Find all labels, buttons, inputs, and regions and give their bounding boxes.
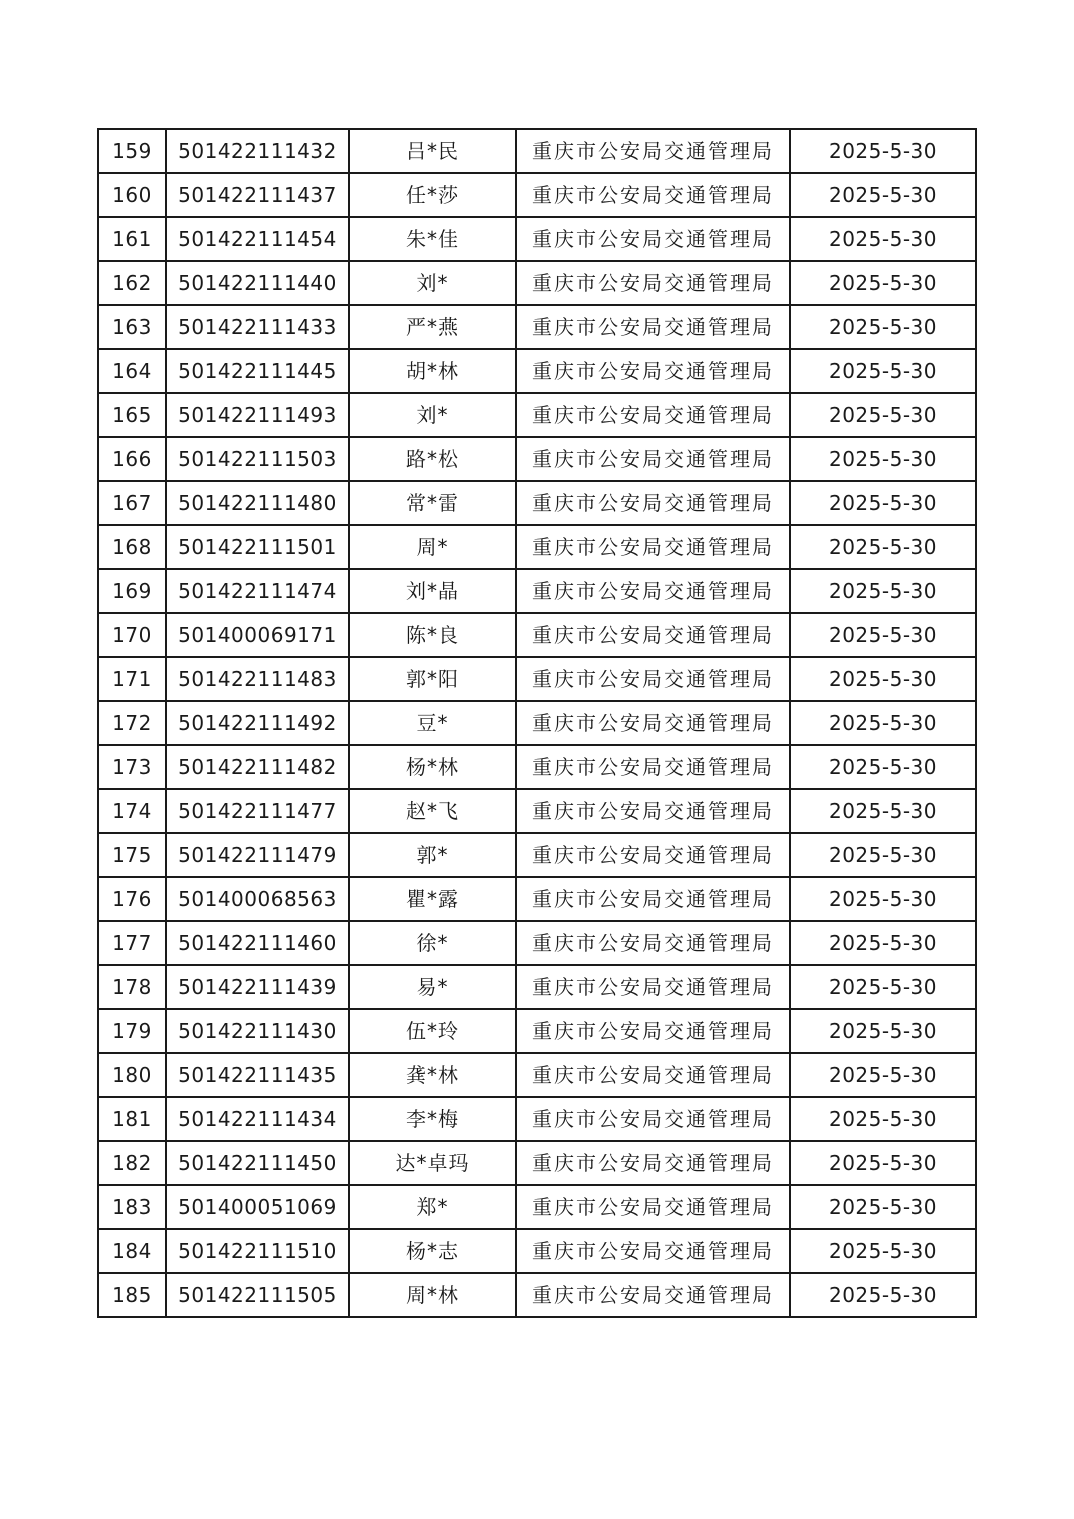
issuing-authority-cell: 重庆市公安局交通管理局 xyxy=(516,745,790,789)
issuing-authority-cell: 重庆市公安局交通管理局 xyxy=(516,1185,790,1229)
person-name-cell: 瞿*露 xyxy=(349,877,516,921)
issuing-authority-cell: 重庆市公安局交通管理局 xyxy=(516,1229,790,1273)
table-row xyxy=(98,745,976,789)
person-name-cell: 刘* xyxy=(349,261,516,305)
certificate-number-cell: 501422111482 xyxy=(166,745,349,789)
person-name-cell: 刘*晶 xyxy=(349,569,516,613)
row-number-cell: 185 xyxy=(98,1273,166,1317)
row-number-cell: 166 xyxy=(98,437,166,481)
certificate-number-cell: 501422111501 xyxy=(166,525,349,569)
certificate-number-cell: 501422111434 xyxy=(166,1097,349,1141)
table-row xyxy=(98,1009,976,1053)
row-number-cell: 161 xyxy=(98,217,166,261)
issuing-authority-cell: 重庆市公安局交通管理局 xyxy=(516,613,790,657)
table-row xyxy=(98,1097,976,1141)
row-number-cell: 165 xyxy=(98,393,166,437)
person-name-cell: 杨*林 xyxy=(349,745,516,789)
person-name-cell: 易* xyxy=(349,965,516,1009)
person-name-cell: 周* xyxy=(349,525,516,569)
table-row xyxy=(98,657,976,701)
issuing-authority-cell: 重庆市公安局交通管理局 xyxy=(516,1009,790,1053)
table-row xyxy=(98,437,976,481)
person-name-cell: 胡*林 xyxy=(349,349,516,393)
person-name-cell: 郑* xyxy=(349,1185,516,1229)
table-row xyxy=(98,393,976,437)
certificate-number-cell: 501400069171 xyxy=(166,613,349,657)
table-row xyxy=(98,1141,976,1185)
person-name-cell: 达*卓玛 xyxy=(349,1141,516,1185)
person-name-cell: 朱*佳 xyxy=(349,217,516,261)
issue-date-cell: 2025-5-30 xyxy=(790,1185,976,1229)
person-name-cell: 周*林 xyxy=(349,1273,516,1317)
certificate-number-cell: 501422111433 xyxy=(166,305,349,349)
issue-date-cell: 2025-5-30 xyxy=(790,613,976,657)
issue-date-cell: 2025-5-30 xyxy=(790,877,976,921)
records-table-body xyxy=(98,129,976,1317)
row-number-cell: 180 xyxy=(98,1053,166,1097)
table-row xyxy=(98,1185,976,1229)
table-row xyxy=(98,965,976,1009)
issue-date-cell: 2025-5-30 xyxy=(790,393,976,437)
issuing-authority-cell: 重庆市公安局交通管理局 xyxy=(516,217,790,261)
row-number-cell: 163 xyxy=(98,305,166,349)
row-number-cell: 176 xyxy=(98,877,166,921)
issue-date-cell: 2025-5-30 xyxy=(790,261,976,305)
table-row xyxy=(98,217,976,261)
issuing-authority-cell: 重庆市公安局交通管理局 xyxy=(516,481,790,525)
row-number-cell: 173 xyxy=(98,745,166,789)
issuing-authority-cell: 重庆市公安局交通管理局 xyxy=(516,261,790,305)
row-number-cell: 178 xyxy=(98,965,166,1009)
certificate-number-cell: 501422111479 xyxy=(166,833,349,877)
row-number-cell: 175 xyxy=(98,833,166,877)
certificate-number-cell: 501422111454 xyxy=(166,217,349,261)
issuing-authority-cell: 重庆市公安局交通管理局 xyxy=(516,437,790,481)
issuing-authority-cell: 重庆市公安局交通管理局 xyxy=(516,173,790,217)
table-row xyxy=(98,349,976,393)
person-name-cell: 豆* xyxy=(349,701,516,745)
person-name-cell: 赵*飞 xyxy=(349,789,516,833)
issue-date-cell: 2025-5-30 xyxy=(790,349,976,393)
issuing-authority-cell: 重庆市公安局交通管理局 xyxy=(516,877,790,921)
issuing-authority-cell: 重庆市公安局交通管理局 xyxy=(516,569,790,613)
certificate-number-cell: 501422111480 xyxy=(166,481,349,525)
row-number-cell: 171 xyxy=(98,657,166,701)
person-name-cell: 陈*良 xyxy=(349,613,516,657)
row-number-cell: 179 xyxy=(98,1009,166,1053)
row-number-cell: 159 xyxy=(98,129,166,173)
issuing-authority-cell: 重庆市公安局交通管理局 xyxy=(516,701,790,745)
certificate-number-cell: 501422111445 xyxy=(166,349,349,393)
person-name-cell: 任*莎 xyxy=(349,173,516,217)
issue-date-cell: 2025-5-30 xyxy=(790,833,976,877)
issue-date-cell: 2025-5-30 xyxy=(790,217,976,261)
issue-date-cell: 2025-5-30 xyxy=(790,1009,976,1053)
certificate-number-cell: 501422111505 xyxy=(166,1273,349,1317)
issuing-authority-cell: 重庆市公安局交通管理局 xyxy=(516,129,790,173)
table-row xyxy=(98,481,976,525)
row-number-cell: 170 xyxy=(98,613,166,657)
table-row xyxy=(98,569,976,613)
certificate-number-cell: 501400068563 xyxy=(166,877,349,921)
row-number-cell: 162 xyxy=(98,261,166,305)
certificate-number-cell: 501422111493 xyxy=(166,393,349,437)
row-number-cell: 182 xyxy=(98,1141,166,1185)
issuing-authority-cell: 重庆市公安局交通管理局 xyxy=(516,349,790,393)
issue-date-cell: 2025-5-30 xyxy=(790,481,976,525)
row-number-cell: 169 xyxy=(98,569,166,613)
issue-date-cell: 2025-5-30 xyxy=(790,1053,976,1097)
certificate-number-cell: 501422111477 xyxy=(166,789,349,833)
issuing-authority-cell: 重庆市公安局交通管理局 xyxy=(516,833,790,877)
issue-date-cell: 2025-5-30 xyxy=(790,525,976,569)
issuing-authority-cell: 重庆市公安局交通管理局 xyxy=(516,525,790,569)
issuing-authority-cell: 重庆市公安局交通管理局 xyxy=(516,393,790,437)
issuing-authority-cell: 重庆市公安局交通管理局 xyxy=(516,921,790,965)
issue-date-cell: 2025-5-30 xyxy=(790,173,976,217)
table-row xyxy=(98,1053,976,1097)
certificate-number-cell: 501422111440 xyxy=(166,261,349,305)
row-number-cell: 184 xyxy=(98,1229,166,1273)
row-number-cell: 181 xyxy=(98,1097,166,1141)
person-name-cell: 郭* xyxy=(349,833,516,877)
table-row xyxy=(98,129,976,173)
certificate-number-cell: 501422111439 xyxy=(166,965,349,1009)
issue-date-cell: 2025-5-30 xyxy=(790,1229,976,1273)
person-name-cell: 常*雷 xyxy=(349,481,516,525)
records-table xyxy=(97,128,977,1318)
table-row xyxy=(98,1229,976,1273)
row-number-cell: 183 xyxy=(98,1185,166,1229)
issue-date-cell: 2025-5-30 xyxy=(790,305,976,349)
person-name-cell: 龚*林 xyxy=(349,1053,516,1097)
issuing-authority-cell: 重庆市公安局交通管理局 xyxy=(516,1097,790,1141)
table-row xyxy=(98,877,976,921)
issuing-authority-cell: 重庆市公安局交通管理局 xyxy=(516,789,790,833)
issue-date-cell: 2025-5-30 xyxy=(790,789,976,833)
person-name-cell: 徐* xyxy=(349,921,516,965)
person-name-cell: 伍*玲 xyxy=(349,1009,516,1053)
issuing-authority-cell: 重庆市公安局交通管理局 xyxy=(516,965,790,1009)
person-name-cell: 严*燕 xyxy=(349,305,516,349)
issue-date-cell: 2025-5-30 xyxy=(790,437,976,481)
issuing-authority-cell: 重庆市公安局交通管理局 xyxy=(516,1141,790,1185)
certificate-number-cell: 501422111492 xyxy=(166,701,349,745)
issue-date-cell: 2025-5-30 xyxy=(790,965,976,1009)
row-number-cell: 164 xyxy=(98,349,166,393)
certificate-number-cell: 501422111474 xyxy=(166,569,349,613)
table-row xyxy=(98,305,976,349)
table-row xyxy=(98,613,976,657)
certificate-number-cell: 501422111503 xyxy=(166,437,349,481)
person-name-cell: 路*松 xyxy=(349,437,516,481)
issuing-authority-cell: 重庆市公安局交通管理局 xyxy=(516,1273,790,1317)
row-number-cell: 177 xyxy=(98,921,166,965)
certificate-number-cell: 501422111432 xyxy=(166,129,349,173)
issue-date-cell: 2025-5-30 xyxy=(790,1097,976,1141)
issuing-authority-cell: 重庆市公安局交通管理局 xyxy=(516,1053,790,1097)
row-number-cell: 174 xyxy=(98,789,166,833)
row-number-cell: 172 xyxy=(98,701,166,745)
person-name-cell: 杨*志 xyxy=(349,1229,516,1273)
issue-date-cell: 2025-5-30 xyxy=(790,569,976,613)
row-number-cell: 168 xyxy=(98,525,166,569)
person-name-cell: 吕*民 xyxy=(349,129,516,173)
issuing-authority-cell: 重庆市公安局交通管理局 xyxy=(516,305,790,349)
table-row xyxy=(98,921,976,965)
table-row xyxy=(98,525,976,569)
certificate-number-cell: 501422111437 xyxy=(166,173,349,217)
table-row xyxy=(98,833,976,877)
certificate-number-cell: 501422111510 xyxy=(166,1229,349,1273)
issuing-authority-cell: 重庆市公安局交通管理局 xyxy=(516,657,790,701)
table-row xyxy=(98,1273,976,1317)
certificate-number-cell: 501422111483 xyxy=(166,657,349,701)
issue-date-cell: 2025-5-30 xyxy=(790,1141,976,1185)
certificate-number-cell: 501422111435 xyxy=(166,1053,349,1097)
issue-date-cell: 2025-5-30 xyxy=(790,657,976,701)
issue-date-cell: 2025-5-30 xyxy=(790,701,976,745)
issue-date-cell: 2025-5-30 xyxy=(790,1273,976,1317)
person-name-cell: 郭*阳 xyxy=(349,657,516,701)
certificate-number-cell: 501422111430 xyxy=(166,1009,349,1053)
row-number-cell: 167 xyxy=(98,481,166,525)
table-row xyxy=(98,789,976,833)
table-row xyxy=(98,261,976,305)
certificate-number-cell: 501422111450 xyxy=(166,1141,349,1185)
person-name-cell: 李*梅 xyxy=(349,1097,516,1141)
issue-date-cell: 2025-5-30 xyxy=(790,921,976,965)
issue-date-cell: 2025-5-30 xyxy=(790,745,976,789)
issue-date-cell: 2025-5-30 xyxy=(790,129,976,173)
certificate-number-cell: 501400051069 xyxy=(166,1185,349,1229)
certificate-number-cell: 501422111460 xyxy=(166,921,349,965)
table-row xyxy=(98,173,976,217)
table-row xyxy=(98,701,976,745)
row-number-cell: 160 xyxy=(98,173,166,217)
person-name-cell: 刘* xyxy=(349,393,516,437)
